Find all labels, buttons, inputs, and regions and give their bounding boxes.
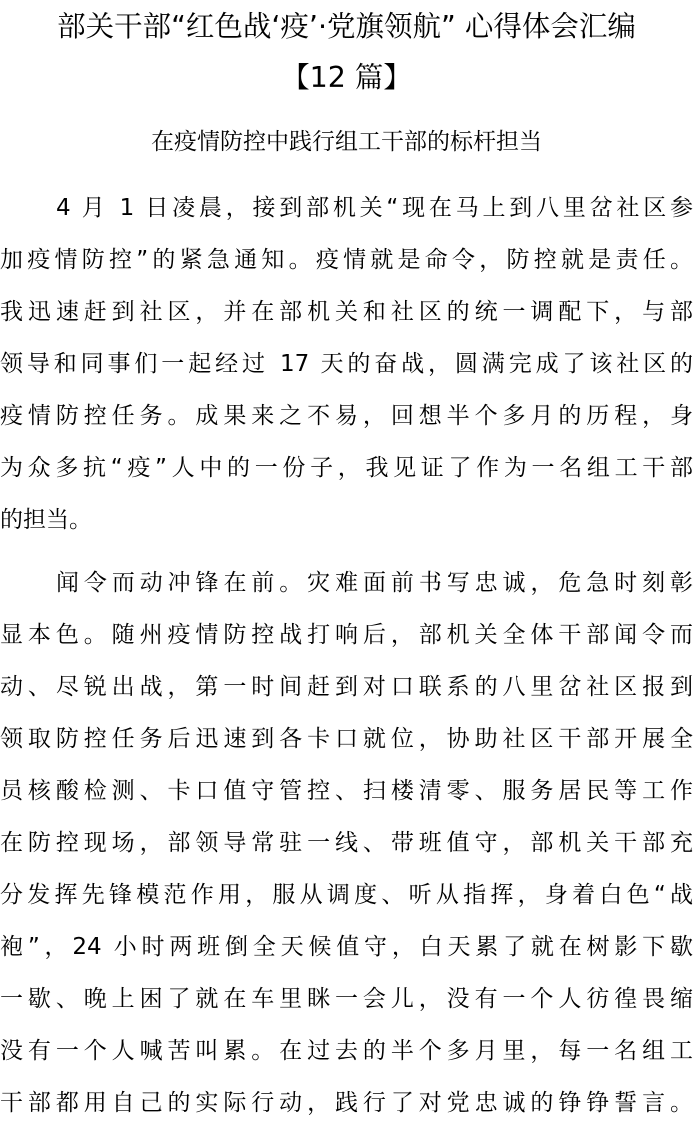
paragraph-line: 我迅速赶到社区，并在部机关和社区的统一调配下，与部 — [0, 299, 693, 325]
paragraph-1 — [0, 182, 693, 546]
paragraph-line: 一歇、晚上困了就在车里眯一会儿，没有一个人彷徨畏缩 — [0, 986, 693, 1012]
paragraph-line: 显本色。随州疫情防控战打响后，部机关全体干部闻令而 — [0, 622, 693, 648]
paragraph-line: 干部都用自己的实际行动，践行了对党忠诚的铮铮誓言。 — [0, 1090, 693, 1116]
paragraph-line: 领导和同事们一起经过 17 天的奋战，圆满完成了该社区的 — [0, 351, 693, 377]
paragraph-line: 没有一个人喊苦叫累。在过去的半个多月里，每一名组工 — [0, 1038, 693, 1064]
paragraph-line: 分发挥先锋模范作用，服从调度、听从指挥，身着白色“战 — [0, 882, 693, 908]
article-subtitle: 在疫情防控中践行组工干部的标杆担当 — [151, 129, 542, 155]
paragraph-line: 4 月 1 日凌晨，接到部机关“现在马上到八里岔社区参 — [56, 195, 693, 221]
paragraph-line: 闻令而动冲锋在前。灾难面前书写忠诚，危急时刻彰 — [56, 570, 693, 596]
paragraph-line: 动、尽锐出战，第一时间赶到对口联系的八里岔社区报到 — [0, 674, 693, 700]
paragraph-line: 袍”，24 小时两班倒全天候值守，白天累了就在树影下歇 — [0, 934, 693, 960]
paragraph-line: 在防控现场，部领导常驻一线、带班值守，部机关干部充 — [0, 830, 693, 856]
paragraph-line: 疫情防控任务。成果来之不易，回想半个多月的历程，身 — [0, 403, 693, 429]
paragraph-line: 领取防控任务后迅速到各卡口就位，协助社区干部开展全 — [0, 726, 693, 752]
paragraph-line: 员核酸检测、卡口值守管控、扫楼清零、服务居民等工作 — [0, 778, 693, 804]
paragraph-2 — [0, 557, 693, 1129]
document-title-line-2: 【12 篇】 — [281, 61, 412, 94]
paragraph-line: 为众多抗“疫”人中的一份子，我见证了作为一名组工干部 — [0, 455, 693, 481]
paragraph-line: 的担当。 — [0, 507, 92, 533]
paragraph-line: 加疫情防控”的紧急通知。疫情就是命令，防控就是责任。 — [0, 247, 693, 273]
document-title-line-1: 部关干部“红色战‘疫’·党旗领航” 心得体会汇编 — [57, 10, 636, 43]
